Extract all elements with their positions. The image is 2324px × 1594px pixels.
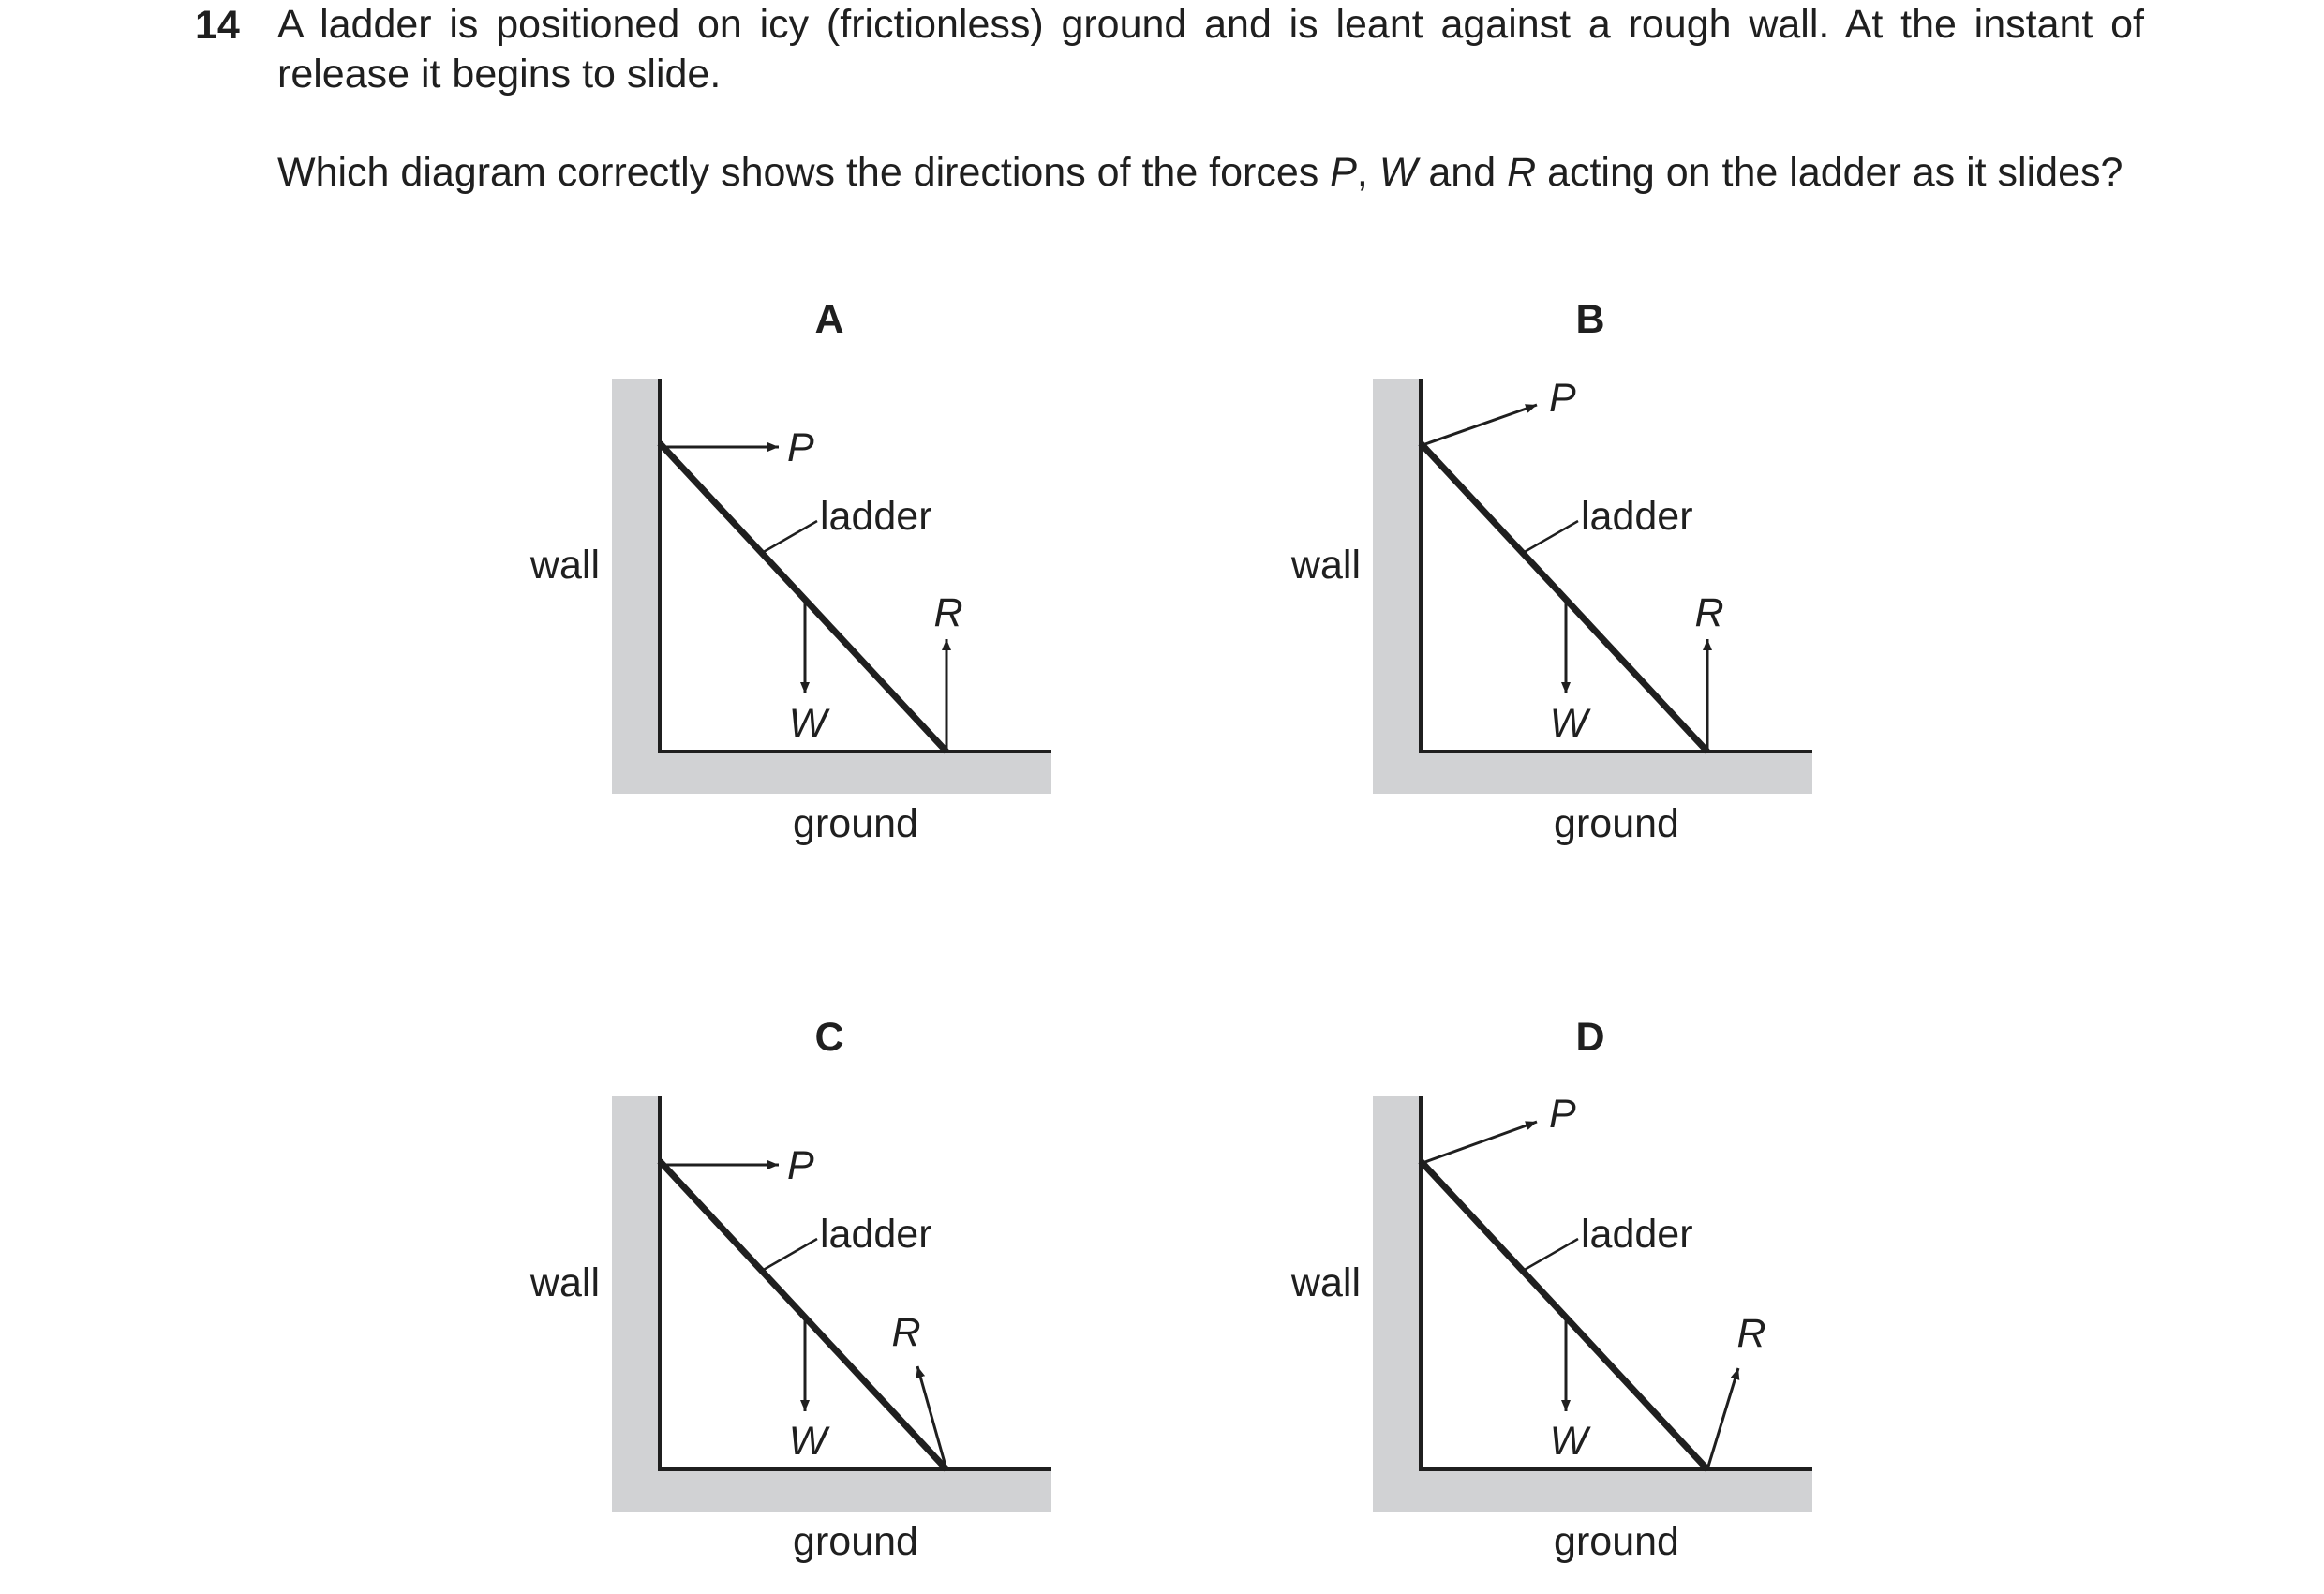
option-letter: A — [814, 297, 844, 342]
force-r-arrow — [1707, 1368, 1738, 1469]
ladder-leader-line — [1523, 521, 1578, 553]
force-p-arrow — [1423, 1122, 1537, 1163]
force-r-label: R — [891, 1310, 921, 1355]
ladder-label: ladder — [1581, 1212, 1693, 1257]
force-r-label: R — [1507, 150, 1537, 195]
wall-label: wall — [1290, 1260, 1361, 1305]
question-number: 14 — [195, 3, 240, 48]
ladder-label: ladder — [820, 1212, 932, 1257]
ground-label: ground — [1554, 1519, 1679, 1564]
diagram-option-d — [1290, 1015, 1812, 1564]
ground-label: ground — [793, 801, 918, 846]
diagram-option-b — [1290, 297, 1812, 846]
prompt-text-1: Which diagram correctly shows the directions of the forces — [277, 150, 1331, 195]
prompt-sep-2: and — [1417, 150, 1508, 195]
ladder-leader-line — [1523, 1239, 1578, 1271]
question-intro: A ladder is positioned on icy (frictionless) ground and is leant against a rough wall. At the instant of release it begins to slide. — [277, 2, 2144, 97]
option-letter: B — [1575, 297, 1605, 342]
diagram-option-c — [529, 1015, 1051, 1564]
prompt-text-2: acting on the ladder as it slides? — [1536, 150, 2123, 195]
ground-shading — [1373, 1469, 1812, 1512]
ground-label: ground — [1554, 801, 1679, 846]
force-p-label: P — [787, 425, 814, 470]
ground-shading — [1373, 752, 1812, 794]
wall-shading — [612, 379, 660, 794]
wall-label: wall — [529, 543, 600, 588]
wall-shading — [612, 1096, 660, 1512]
force-w-label: W — [1549, 1419, 1588, 1464]
force-r-label: R — [1694, 590, 1724, 635]
wall-label: wall — [1290, 543, 1361, 588]
force-p-arrow — [1423, 405, 1537, 445]
wall-label: wall — [529, 1260, 600, 1305]
force-r-label: R — [1736, 1311, 1766, 1356]
ladder-leader-line — [762, 521, 817, 553]
force-r-label: R — [933, 590, 963, 635]
ladder-label: ladder — [1581, 494, 1693, 539]
force-p-label: P — [1549, 376, 1576, 421]
ground-label: ground — [793, 1519, 918, 1564]
prompt-sep-1: , — [1356, 150, 1379, 195]
force-p-label: P — [1330, 150, 1357, 195]
force-w-label: W — [1549, 701, 1588, 746]
ladder-label: ladder — [820, 494, 932, 539]
ground-shading — [612, 752, 1051, 794]
ground-shading — [612, 1469, 1051, 1512]
force-w-label: W — [788, 1419, 827, 1464]
ladder-leader-line — [762, 1239, 817, 1271]
force-p-label: P — [1549, 1092, 1576, 1137]
option-letter: C — [814, 1015, 844, 1060]
force-p-label: P — [787, 1143, 814, 1188]
wall-shading — [1373, 379, 1421, 794]
force-w-label: W — [1378, 150, 1418, 195]
diagram-option-a — [529, 297, 1051, 846]
option-letter: D — [1575, 1015, 1605, 1060]
wall-shading — [1373, 1096, 1421, 1512]
force-w-label: W — [788, 701, 827, 746]
